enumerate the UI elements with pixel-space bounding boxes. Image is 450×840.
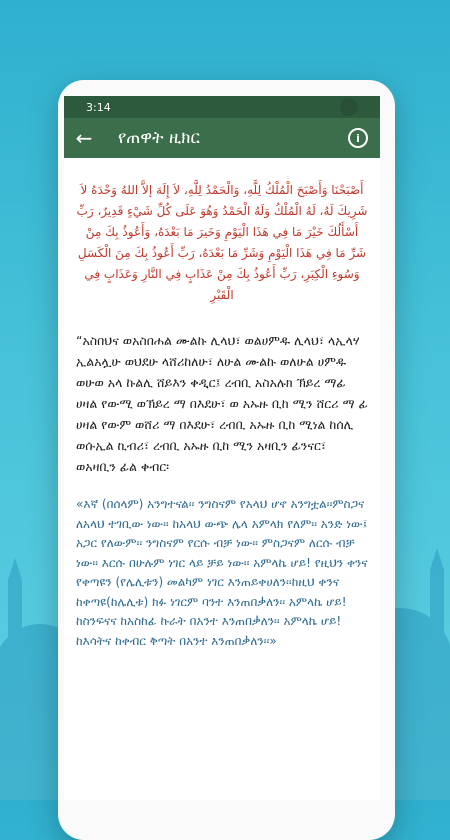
transliteration-text: “አስበህና ወአስበሐል ሙልኩ ሊላህ፣ ወልሀምዱ ሊላህ፣ ላኢላሃ ኢልአሏሁ ወህደሁ ላሸሪከለሁ፣ ለሁል ሙልኩ ወለሁል ሀምዱ ወሁወ አላ ኩልሊ ሸይእን ቀዲር፤ ረብቢ አስአሉክ ኽይረ ማፊ ሀዛል የውሚ ወኽይረ ማ በእደሁ፣ ወ አኡዙ ቢከ ሚን ሸርሪ ማ ፊ ሀዛል የውም ወሸሪ ማ በእደሁ፣ ረብቢ አኡዙ ቢከ ሚነል ከሰሊ ወሱኢል ኪብሪ፣ ረብቢ አኡዙ ቢከ ሚን አዛቢን ፊንናር፣ ወአዛቢን ፊል ቀብር፡ [76,333,368,474]
page-title: የጠዋት ዚክር [118,128,200,148]
zikr-content [64,158,380,651]
app-bar [64,118,380,158]
arabic-text: أَصْبَحْنَا وَأَصْبَحَ الْمُلْكُ لِلَّهِ، وَالْحَمْدُ لِلَّهِ، لاَ إِلَهَ إلاَّ اللهُ وَحْدَهُ لاَ شَرِيكَ لَهُ، لَهُ الْمُلْكُ وَلَهُ الْحَمْدُ وَهُوَ عَلَى كُلِّ شَيْءٍ قَدِيرٌ، رَبِّ أَسْأَلُكَ خَيْرَ مَا فِي هَذَا الْيَوْمِ وَخَيرَ مَا بَعْدَهُ، وَأَعُوذُ بِكَ مِنْ شَرِّ مَا فِي هَذَا الْيَوْمِ وَشَرِّ مَا بَعْدَهُ، رَبِّ أَعُوذُ بِكَ مِنَ الْكَسَلِ وَسُوءِ الْكِبَرِ، رَبِّ أَعُوذُ بِكَ مِنْ عَذَابٍ فِي النَّارِ وَعَذَابٍ فِي الْقَبْرِ [76,183,368,302]
status-time: 3:14 [86,100,111,114]
camera-notch [340,98,358,116]
app-screen [64,96,380,800]
back-arrow-icon[interactable]: ← [75,126,93,150]
status-bar [64,96,380,118]
info-icon[interactable]: i [348,128,368,148]
translation-text: «እኛ (በሰላም) አንግተናል፡፡ ንግስናም የአላህ ሆኖ አንግቷል፡፡ምስጋና ለአላህ ተገቢው ነው፡፡ ከአላህ ውጭ ሌላ አምላክ የለም፡፡ አንድ ነው፤ አጋር የለውም፡፡ ንግስናም የርሱ ብቻ ነው፡፡ ምስጋናም ለርሱ ብቻ ነው፡፡ እርሱ በሁሉም ነገር ላይ ቻይ ነው፡፡ አምላኬ ሆይ! የዚህን ቀንና የቀጣዩን (የሌሊቱን) መልካም ነገር እንጠይቀሀለን፡፡ከዚህ ቀንና ከቀጣዩ(ከሌሊቱ) ክፉ ነገርም ባንተ እንጠበቃለን፡፡ አምላኬ ሆይ! ከስንፍናና ከአስከፊ ኩራት በአንተ እንጠበቃለን፡፡ አምላኬ ሆይ! ከእሳትና ከቀብር ቅጣት በአንተ እንጠበቃለን፡፡» [76,497,368,648]
